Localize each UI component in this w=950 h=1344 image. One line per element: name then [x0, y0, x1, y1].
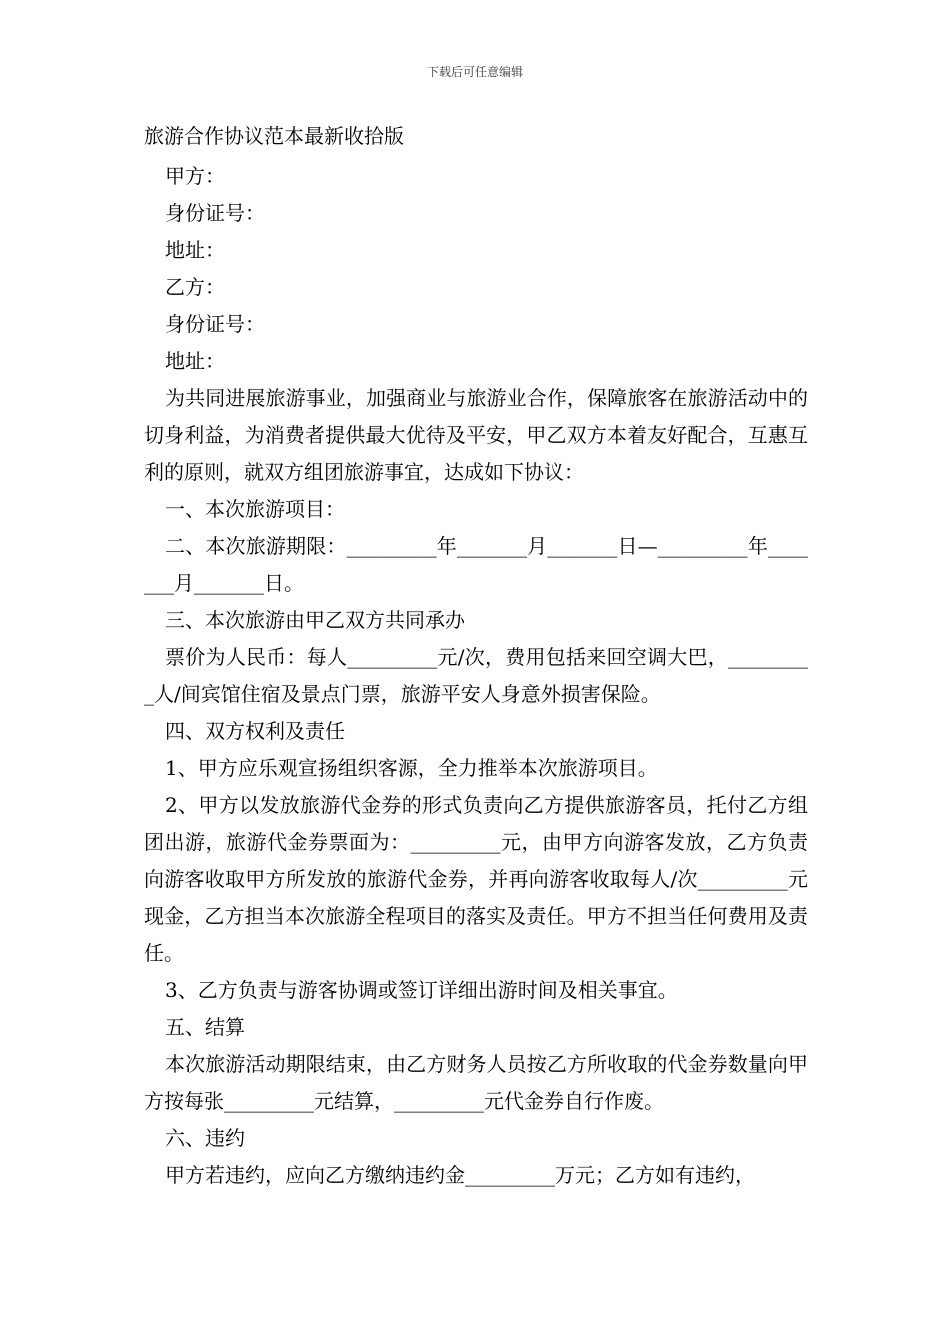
section-5-heading: 五、结算 [165, 1015, 245, 1039]
clause-4-3: 3、乙方负责与游客协调或签订详细出游时间及相关事宜。 [165, 978, 678, 1002]
clause-4-2: 2、甲方以发放旅游代金券的形式负责向乙方提供旅游客员，托付乙方组团出游，旅游代金券票面为：_________元，由甲方向游客发放，乙方负责向游客收取甲方所发放的旅游代金券，并再向游客收取每人/次_________元现金，乙方担当本次旅游全程项目的落实及责任。甲方不担当任何费用及责任。 [144, 793, 808, 965]
party-b-address-label: 地址： [165, 349, 225, 373]
document-body [144, 158, 808, 1194]
breach-paragraph: 甲方若违约，应向乙方缴纳违约金_________万元；乙方如有违约， [165, 1163, 755, 1187]
preamble-paragraph: 为共同进展旅游事业，加强商业与旅游业合作，保障旅客在旅游活动中的切身利益，为消费者提供最大优待及平安，甲乙双方本着友好配合，互惠互利的原则，就双方组团旅游事宜，达成如下协议： [144, 386, 808, 484]
page-header-note: 下载后可任意编辑 [426, 65, 523, 79]
section-6-heading: 六、违约 [165, 1126, 245, 1150]
section-1-heading: 一、本次旅游项目： [165, 497, 345, 521]
section-4-heading: 四、双方权利及责任 [165, 719, 345, 743]
clause-4-1: 1、甲方应乐观宣扬组织客源，全力推举本次旅游项目。 [165, 756, 658, 780]
party-b-id-label: 身份证号： [165, 312, 265, 336]
section-2-period: 二、本次旅游期限：_________年_______月_______日—_________年_______月_______日。 [144, 534, 808, 595]
party-a-id-label: 身份证号： [165, 201, 265, 225]
section-3-heading: 三、本次旅游由甲乙双方共同承办 [165, 608, 465, 632]
party-a-address-label: 地址： [165, 238, 225, 262]
party-a-label: 甲方： [165, 164, 225, 188]
ticket-price-paragraph: 票价为人民币：每人_________元/次，费用包括来回空调大巴，_________人/间宾馆住宿及景点门票，旅游平安人身意外损害保险。 [144, 645, 808, 706]
party-b-label: 乙方： [165, 275, 225, 299]
document-title: 旅游合作协议范本最新收拾版 [144, 124, 404, 148]
settlement-paragraph: 本次旅游活动期限结束，由乙方财务人员按乙方所收取的代金券数量向甲方按每张_________元结算，_________元代金券自行作废。 [144, 1052, 808, 1113]
